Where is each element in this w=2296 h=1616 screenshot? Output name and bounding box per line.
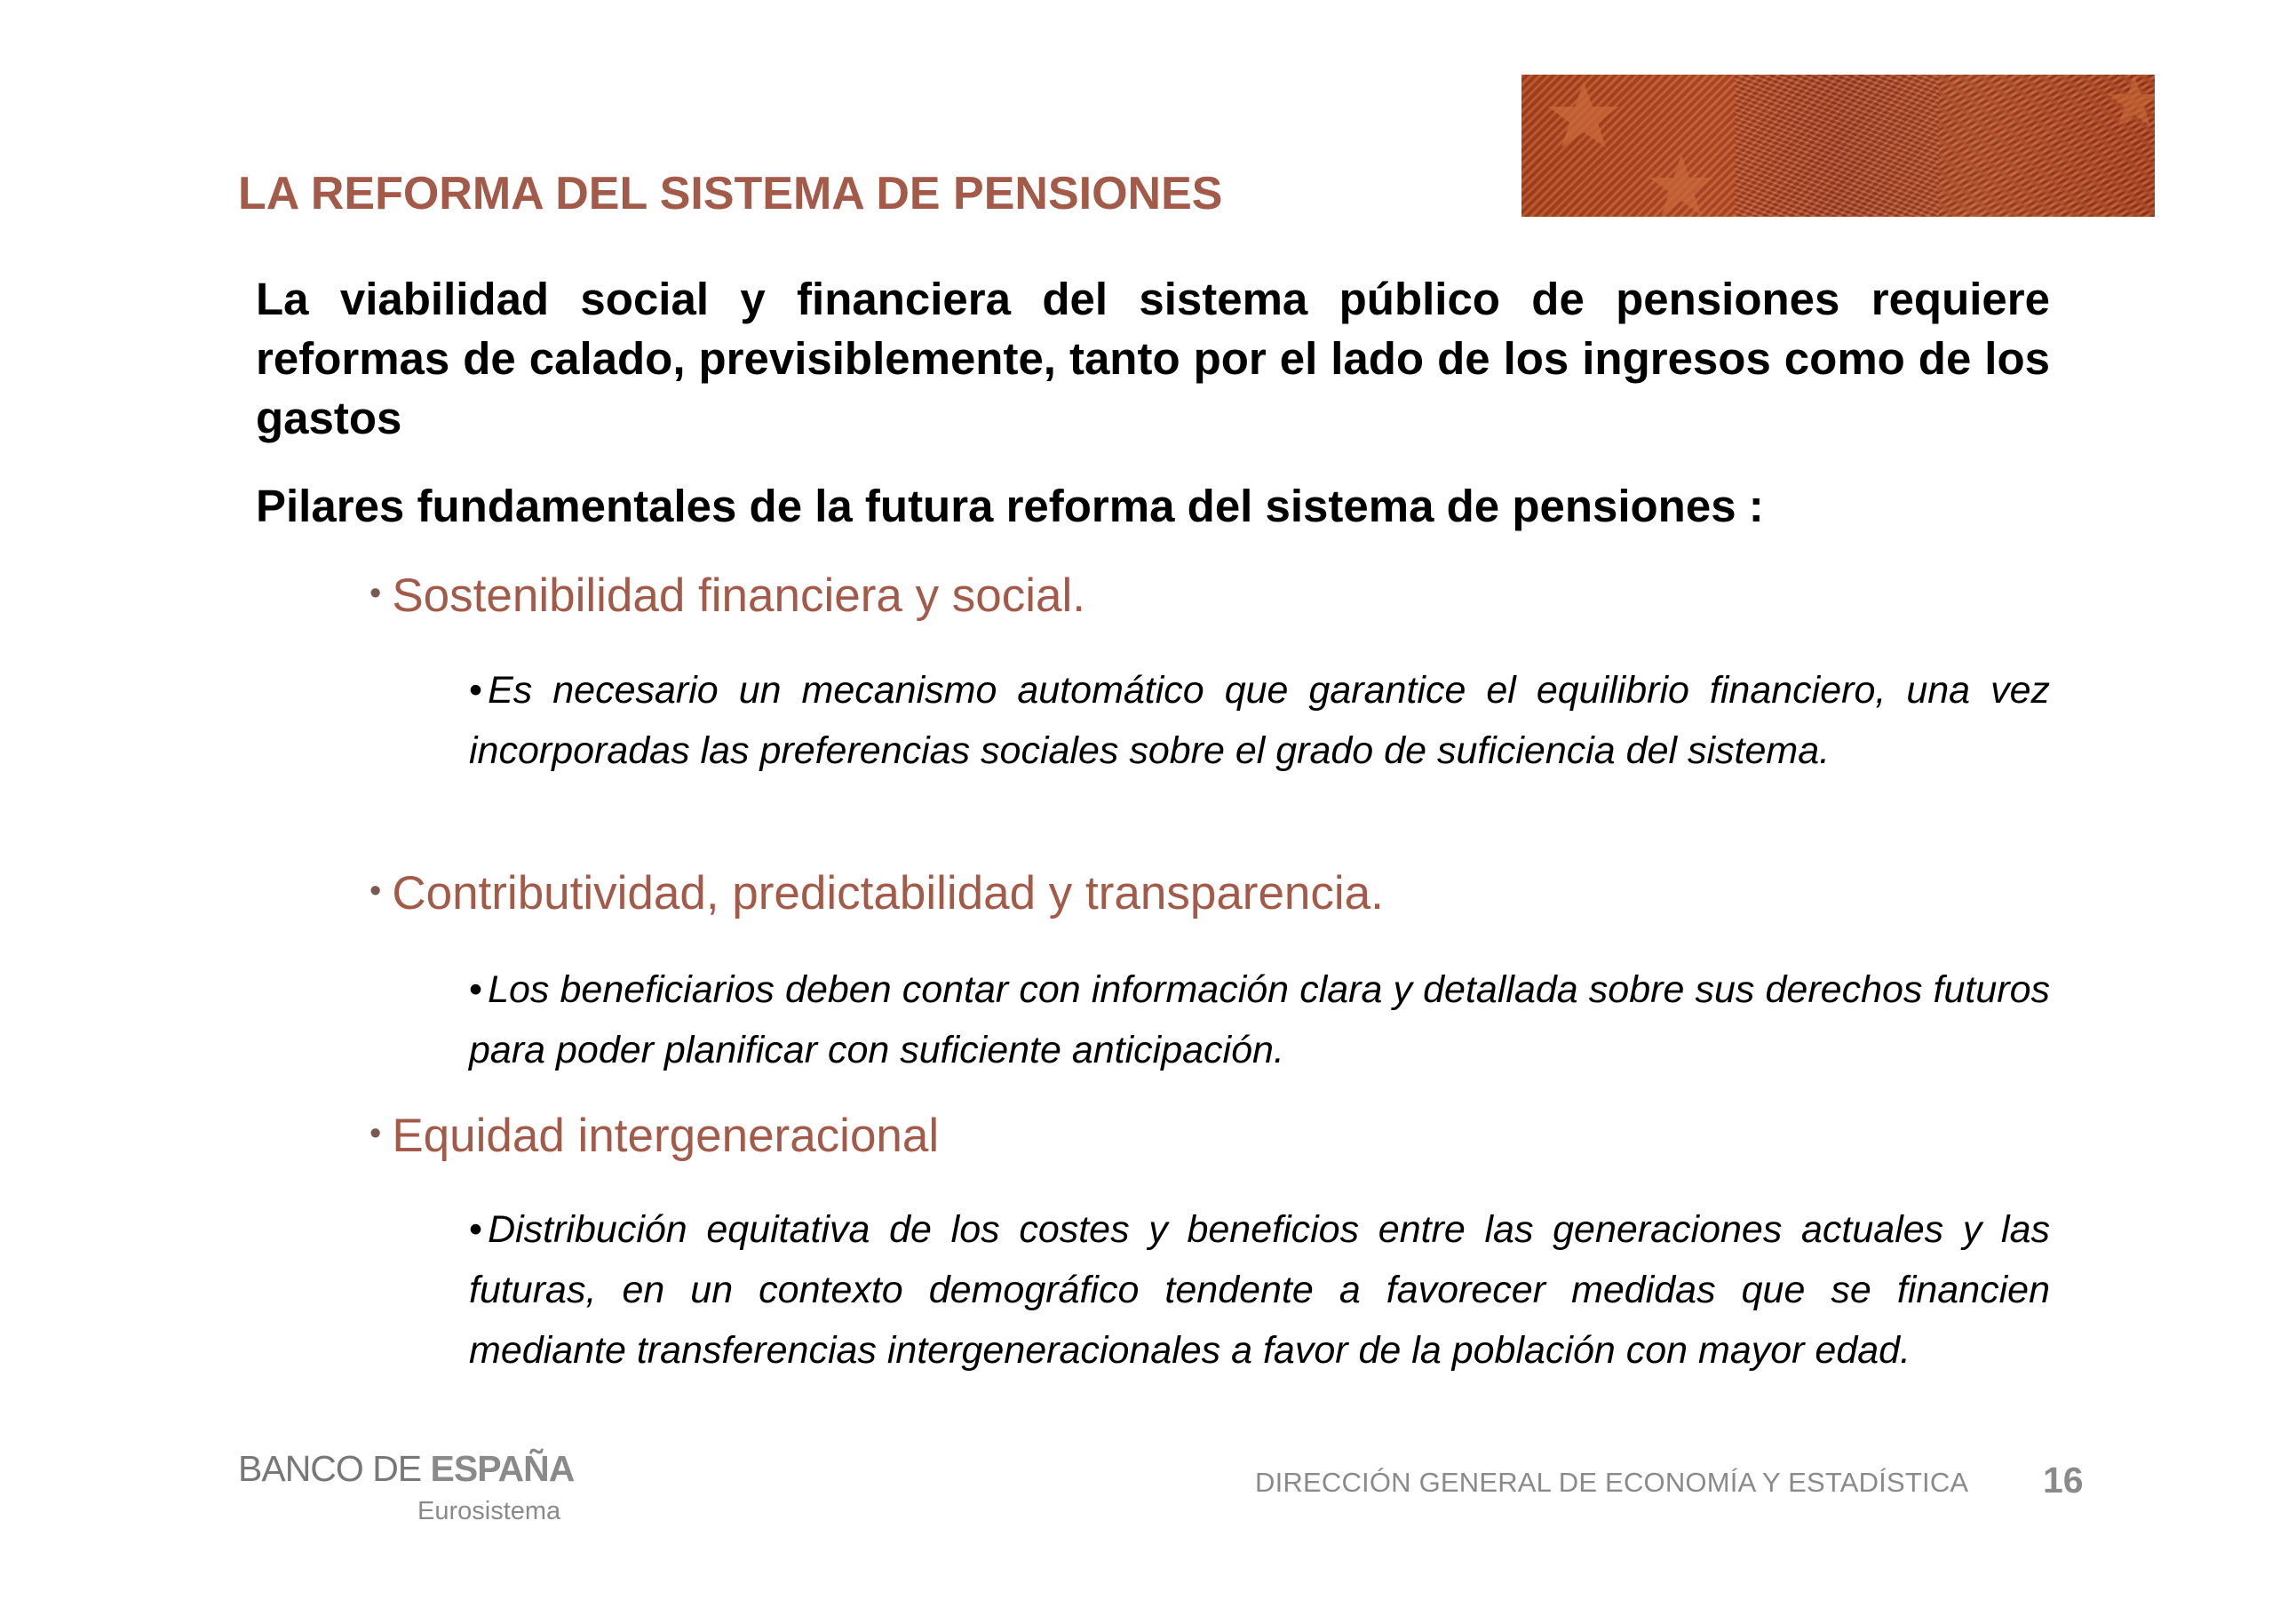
pillar-item bbox=[369, 569, 1968, 623]
pillar-label: Equidad intergeneracional bbox=[392, 1110, 940, 1162]
banco-de-espana-logo bbox=[238, 1448, 593, 1528]
pillar-label: Sostenibilidad financiera y social. bbox=[392, 569, 1086, 622]
slide-title: LA REFORMA DEL SISTEMA DE PENSIONES bbox=[238, 168, 1223, 219]
star-icon bbox=[1548, 82, 1619, 147]
euro-banknote-banner bbox=[1521, 75, 2155, 217]
star-icon-group bbox=[1521, 75, 2155, 217]
pillar-detail bbox=[469, 959, 2050, 1080]
pillar-label: Contributividad, predictabilidad y transparencia. bbox=[392, 867, 1384, 919]
logo-bold-text: ESPAÑA bbox=[430, 1448, 575, 1489]
logo-subtitle: Eurosistema bbox=[417, 1497, 561, 1525]
page-number: 16 bbox=[2043, 1460, 2084, 1501]
star-icon bbox=[1649, 155, 1713, 215]
pillar-detail bbox=[469, 1199, 2050, 1381]
pillar-item bbox=[369, 866, 1968, 920]
bullet-icon: • bbox=[369, 872, 382, 910]
pillars-heading: Pilares fundamentales de la futura reforma del sistema de pensiones : bbox=[256, 481, 1764, 531]
pillar-detail-text: Los beneficiarios deben contar con información clara y detallada sobre sus derechos futuros para poder planificar con suficiente anticipación. bbox=[469, 968, 2050, 1071]
pillar-detail-text: Es necesario un mecanismo automático que garantice el equilibrio financiero, una vez incorporadas las preferencias sociales sobre el grado de suficiencia del sistema. bbox=[469, 669, 2050, 772]
logo-wordmark bbox=[238, 1448, 593, 1490]
bullet-icon: • bbox=[469, 1208, 483, 1251]
pillar-item bbox=[369, 1109, 1968, 1163]
pillar-detail-text: Distribución equitativa de los costes y beneficios entre las generaciones actuales y las futuras, en un contexto demográfico tendente a favorecer medidas que se financien mediante transferencias intergeneracionales a favor de la población con mayor edad. bbox=[469, 1208, 2050, 1372]
logo-light-text: BANCO DE bbox=[238, 1448, 431, 1489]
bullet-icon: • bbox=[469, 669, 483, 712]
bullet-icon: • bbox=[369, 1115, 382, 1152]
pillar-detail bbox=[469, 660, 2050, 781]
lead-paragraph: La viabilidad social y financiera del sistema público de pensiones requiere reformas de calado, previsiblemente, tanto por el lado de los ingresos como de los gastos bbox=[256, 274, 2050, 443]
department-footer: DIRECCIÓN GENERAL DE ECONOMÍA Y ESTADÍSTICA bbox=[1255, 1467, 1969, 1498]
bullet-icon: • bbox=[469, 968, 483, 1011]
bullet-icon: • bbox=[369, 575, 382, 612]
star-icon bbox=[2108, 75, 2155, 126]
